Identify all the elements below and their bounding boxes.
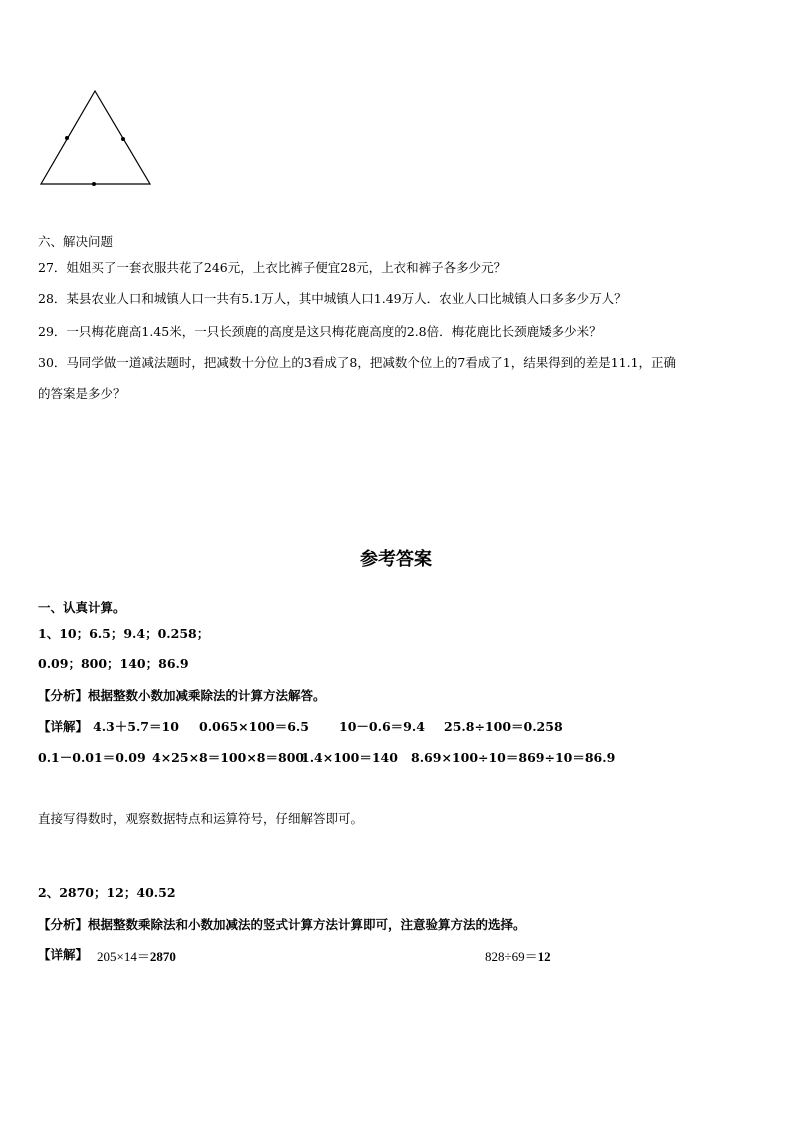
answer-2-analysis: 【分析】根据整数乘除法和小数加减法的竖式计算方法计算即可，注意验算方法的选择。 bbox=[38, 917, 526, 932]
answer-2-equation-2-rhs: 12 bbox=[537, 949, 551, 964]
answer-1-detail-eq-6: 4×25×8＝100×8＝800 bbox=[152, 750, 305, 765]
left-side-midpoint-dot bbox=[65, 136, 69, 140]
answer-1-detail-eq-3: 10－0.6＝9.4 bbox=[339, 719, 425, 734]
right-side-midpoint-dot bbox=[121, 137, 125, 141]
answers-title: 参考答案 bbox=[360, 549, 432, 570]
answer-2-equation-1-lhs: 205×14＝ bbox=[97, 949, 150, 964]
answer-2-equation-2-lhs: 828÷69＝ bbox=[485, 949, 538, 964]
base-midpoint-dot bbox=[92, 182, 96, 186]
answer-1-analysis: 【分析】根据整数小数加减乘除法的计算方法解答。 bbox=[38, 688, 326, 703]
answer-1-line-2: 0.09；800；140；86.9 bbox=[38, 656, 189, 671]
answer-2-detail-label: 【详解】 bbox=[38, 947, 89, 962]
answer-2-line-1: 2、2870；12；40.52 bbox=[38, 885, 176, 900]
question-30-line-2: 的答案是多少？ bbox=[38, 386, 126, 401]
answer-1-detail-eq-1: 4.3＋5.7＝10 bbox=[93, 719, 179, 734]
part-1-heading: 一、认真计算。 bbox=[38, 600, 126, 615]
answer-1-detail-label: 【详解】 bbox=[38, 719, 89, 734]
answer-1-detail-eq-2: 0.065×100＝6.5 bbox=[199, 719, 309, 734]
section-6-heading: 六、解决问题 bbox=[38, 234, 114, 249]
answer-2-equation-1 bbox=[97, 946, 176, 965]
question-30-line-1: 30．马同学做一道减法题时，把减数十分位上的3看成了8，把减数个位上的7看成了1，结果得到的差是11.1，正确 bbox=[38, 355, 677, 370]
answer-2-equation-2 bbox=[485, 946, 551, 965]
answer-1-note: 直接写得数时，观察数据特点和运算符号，仔细解答即可。 bbox=[38, 811, 364, 826]
answer-1-detail-eq-5: 0.1－0.01＝0.09 bbox=[38, 750, 146, 765]
answer-1-detail-eq-7: 1.4×100＝140 bbox=[301, 750, 398, 765]
triangle-outline bbox=[41, 91, 150, 184]
question-27: 27．姐姐买了一套衣服共花了246元，上衣比裤子便宜28元，上衣和裤子各多少元？ bbox=[38, 260, 507, 275]
answer-1-detail-eq-8: 8.69×100÷10＝869÷10＝86.9 bbox=[411, 750, 616, 765]
question-28: 28．某县农业人口和城镇人口一共有5.1万人，其中城镇人口1.49万人．农业人口比城镇人口多多少万人？ bbox=[38, 291, 627, 306]
answer-2-equation-1-rhs: 2870 bbox=[149, 949, 176, 964]
question-29: 29．一只梅花鹿高1.45米，一只长颈鹿的高度是这只梅花鹿高度的2.8倍．梅花鹿比长颈鹿矮多少米？ bbox=[38, 324, 602, 339]
answer-1-line-1: 1、10；6.5；9.4；0.258； bbox=[38, 626, 210, 641]
answer-1-detail-eq-4: 25.8÷100＝0.258 bbox=[444, 719, 563, 734]
